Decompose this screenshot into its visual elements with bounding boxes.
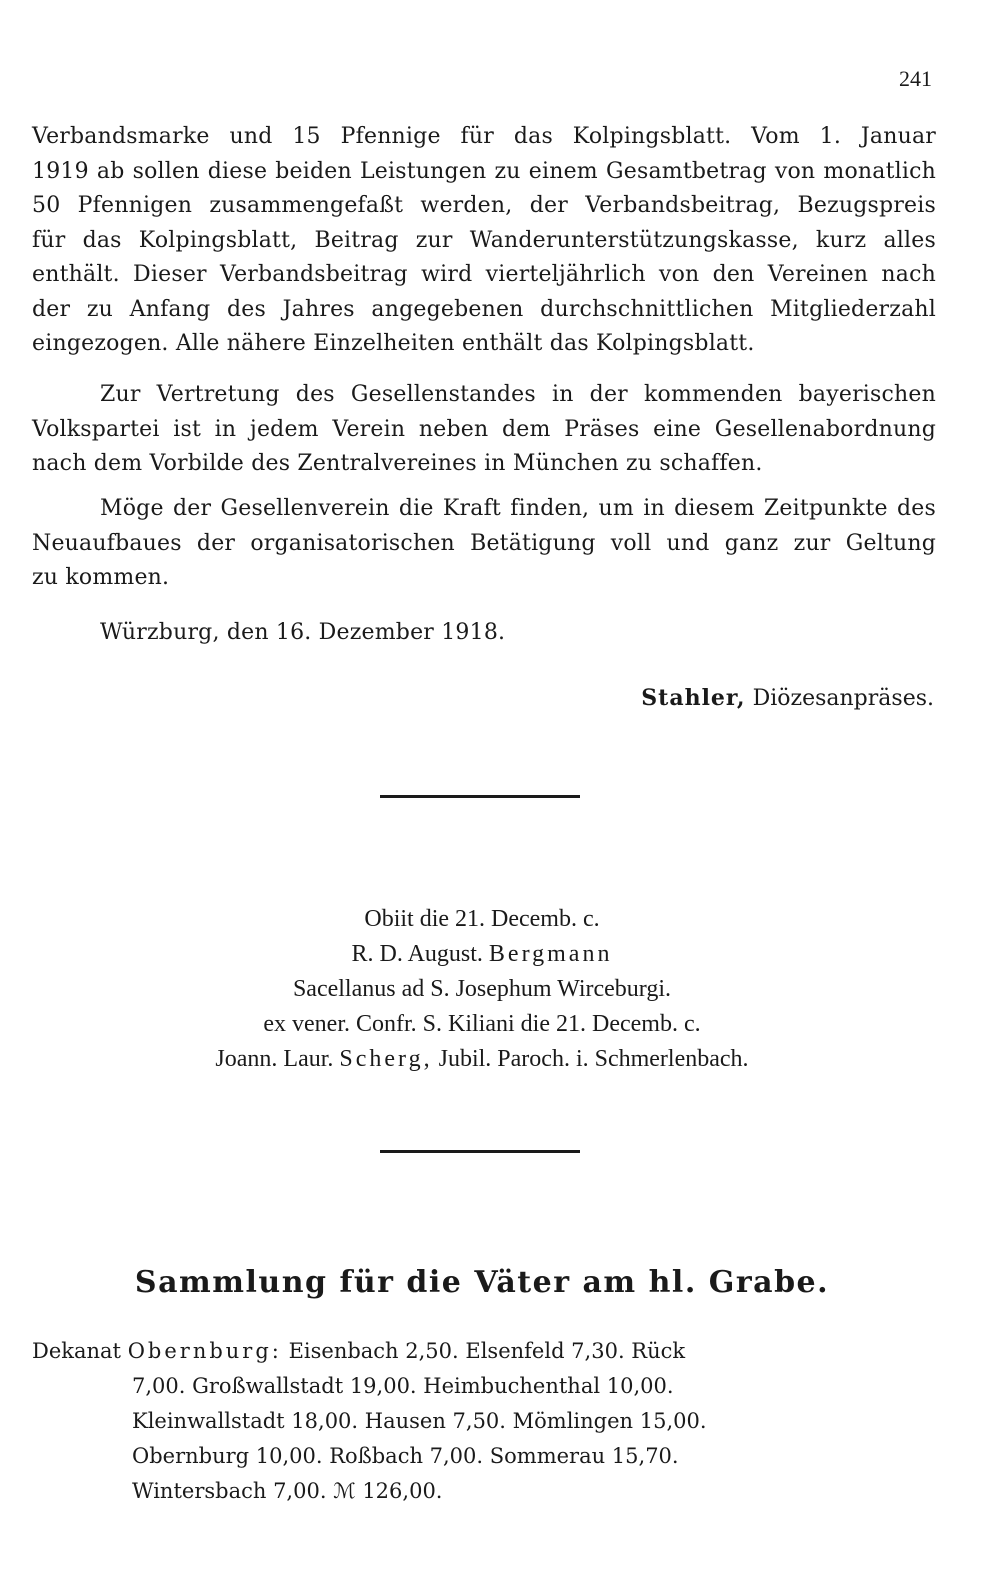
text-line: Neuaufbaues der organisatorischen Betätigung voll und ganz zur Geltung — [32, 530, 936, 556]
text-line: Verbandsmarke und 15 Pfennige für das Kolpingsblatt. Vom 1. Januar — [32, 124, 936, 149]
section-divider — [380, 1150, 580, 1153]
collection-total: ℳ 126,00. — [333, 1479, 443, 1503]
section-divider — [380, 795, 580, 798]
collection-row: Obernburg 10,00. Roßbach 7,00. Sommerau 15,70. — [132, 1444, 679, 1468]
text-line: eingezogen. Alle nähere Einzelheiten enthält das Kolpingsblatt. — [32, 331, 755, 356]
obituary-line: Obiit die 21. Decemb. c. — [364, 906, 600, 932]
collection-row — [32, 1474, 936, 1509]
obituary-name: Scherg, — [339, 1046, 433, 1072]
signature-name: Stahler, — [641, 685, 746, 711]
signature-title: Diözesanpräses. — [752, 686, 934, 711]
deanery-name: Obernburg: — [127, 1339, 282, 1363]
text-line: enthält. Dieser Verbandsbeitrag wird vierteljährlich von den Vereinen nach — [32, 262, 936, 287]
text-line: 1919 ab sollen diese beiden Leistungen zu einem Gesamtbetrag von monatlich — [32, 158, 936, 184]
obituary-prefix: Joann. Laur. — [215, 1046, 334, 1072]
obituary-suffix: Jubil. Paroch. i. Schmerlenbach. — [438, 1046, 749, 1072]
obituary-line — [0, 937, 964, 972]
collection-row: 7,00. Großwallstadt 19,00. Heimbuchenthal 10,00. — [132, 1374, 674, 1398]
paragraph-vertretung — [32, 378, 936, 482]
dateline: Würzburg, den 16. Dezember 1918. — [100, 620, 506, 645]
text-line: für das Kolpingsblatt, Beitrag zur Wanderunterstützungskasse, kurz alles — [32, 227, 936, 253]
paragraph-gesellenverein — [32, 492, 936, 596]
obituary-name: Bergmann — [488, 941, 613, 967]
text-line: Zur Vertretung des Gesellenstandes in der kommenden bayerischen — [100, 382, 936, 407]
text-line: Möge der Gesellenverein die Kraft finden, um in diesem Zeitpunkte des — [100, 496, 936, 521]
obituary-line: ex vener. Confr. S. Kiliani die 21. Decemb. c. — [263, 1011, 701, 1037]
collection-entries: Wintersbach 7,00. — [132, 1479, 327, 1503]
page-number: 241 — [899, 66, 932, 91]
text-line: Volkspartei ist in jedem Verein neben dem Präses eine Gesellenabordnung — [32, 416, 936, 442]
deanery-label: Dekanat — [32, 1339, 121, 1363]
collection-list — [32, 1334, 936, 1509]
text-line: 50 Pfennigen zusammengefaßt werden, der Verbandsbeitrag, Bezugspreis — [32, 193, 936, 218]
collection-row: Kleinwallstadt 18,00. Hausen 7,50. Mömlingen 15,00. — [132, 1409, 707, 1433]
obituary-line: Sacellanus ad S. Josephum Wirceburgi. — [292, 976, 672, 1002]
collection-row — [32, 1334, 936, 1369]
collection-heading: Sammlung für die Väter am hl. Grabe. — [134, 1265, 830, 1300]
text-line: nach dem Vorbilde des Zentralvereines in München zu schaffen. — [32, 451, 763, 476]
paragraph-verbandsbeitrag — [32, 120, 936, 362]
obituary-prefix: R. D. August. — [351, 941, 483, 967]
obituary-notice — [0, 902, 964, 1077]
signature — [641, 685, 934, 711]
collection-entries: Eisenbach 2,50. Elsenfeld 7,30. Rück — [288, 1339, 686, 1363]
text-line: der zu Anfang des Jahres angegebenen durchschnittlichen Mitgliederzahl — [32, 296, 936, 322]
obituary-line — [0, 1042, 964, 1077]
text-line: zu kommen. — [32, 565, 170, 590]
